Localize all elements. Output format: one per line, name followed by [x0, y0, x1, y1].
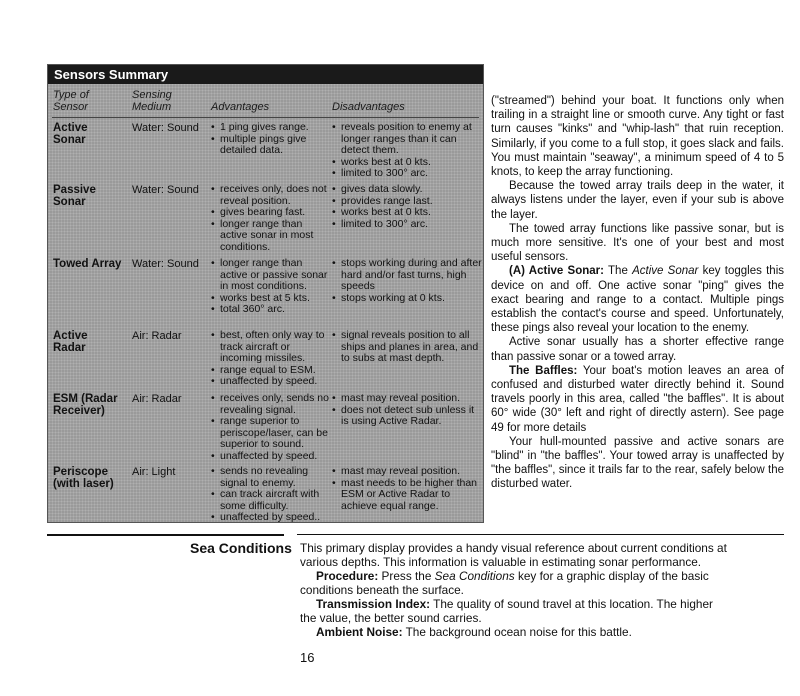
sea-intro: This primary display provides a handy visual reference about current conditions at various depths. This information is valuable in estimating sonar performance. [300, 541, 727, 569]
sensor-type: Towed Array [53, 258, 122, 270]
disadvantage-item: • mast needs to be higher than ESM or Active Radar to achieve equal range. [332, 478, 482, 513]
section-divider [297, 534, 784, 535]
baffles-heading: The Baffles: [509, 364, 578, 377]
disadvantages-list [332, 122, 482, 180]
advantage-item: • unaffected by speed.. [211, 512, 331, 524]
advantage-item: • longer range than active sonar in most conditions. [211, 219, 331, 254]
advantages-list [211, 122, 331, 157]
active-sonar-paragraph [491, 264, 784, 335]
active-sonar-text: The [603, 265, 633, 278]
advantage-item: • gives bearing fast. [211, 207, 331, 219]
active-sonar-heading: (A) Active Sonar: [509, 265, 604, 278]
advantages-list [211, 466, 331, 524]
advantage-item: • range equal to ESM. [211, 365, 331, 377]
sea-conditions-heading: Sea Conditions [190, 540, 292, 556]
sensing-medium: Air: Radar [132, 393, 182, 405]
sea-conditions-body [300, 541, 730, 639]
sensor-type: Active Sonar [53, 122, 88, 146]
transmission-text: The quality of sound travel at this location. The higher the value, the better sound carries. [300, 597, 713, 625]
header-divider [52, 117, 479, 118]
disadvantage-item: • limited to 300° arc. [332, 219, 482, 231]
active-sonar-text: key toggles this device on and off. One active sonar "ping" gives the exact bearing and range to a contact. Multiple pings establish the contact's course and speed. Unfortunately, these pings also reveal your location to the enemy. [491, 265, 785, 335]
disadvantage-item: • gives data slowly. [332, 184, 482, 196]
sensors-summary-table [47, 64, 484, 523]
advantage-item: • unaffected by speed. [211, 376, 331, 388]
procedure-text: key for a graphic display of the basic conditions beneath the surface. [300, 569, 709, 597]
advantages-list [211, 184, 331, 254]
advantages-list [211, 393, 331, 463]
active-sonar-key: Active Sonar [632, 265, 699, 278]
advantage-item: • range superior to periscope/laser, can be superior to sound. [211, 416, 331, 451]
advantage-item: • can track aircraft with some difficulty. [211, 489, 331, 512]
sensing-medium: Water: Sound [132, 184, 199, 196]
ambient-noise-text: The background ocean noise for this battle. [402, 625, 632, 639]
disadvantages-list [332, 258, 482, 304]
ambient-noise-paragraph [300, 625, 730, 639]
advantage-item: • sends no revealing signal to enemy. [211, 466, 331, 489]
header-type: Type of Sensor [53, 89, 89, 113]
advantage-item: • receives only, sends no revealing signal. [211, 393, 331, 416]
baffles-paragraph [491, 364, 784, 435]
page-number: 16 [300, 650, 315, 665]
sensing-medium: Water: Sound [132, 122, 199, 134]
sensor-type: ESM (Radar Receiver) [53, 393, 118, 417]
advantage-item: • works best at 5 kts. [211, 293, 331, 305]
disadvantages-list [332, 330, 482, 365]
sensing-medium: Air: Radar [132, 330, 182, 342]
towed-array-paragraph: ("streamed") behind your boat. It functions only when trailing in a straight line or smooth curve. Any tight or fast turn causes "kinks" and "whip-lash" that ruin reception. Similarly, if you come to a full stop, it goes slack and fails. You must maintain "seaway", a minimum speed of 4 to 5 knots, to keep the array functioning. [491, 95, 784, 179]
header-disadvantages: Disadvantages [332, 101, 405, 113]
layer-paragraph: Because the towed array trails deep in the water, it always listens under the layer, even if your sub is above the layer. [491, 180, 784, 221]
disadvantage-item: • mast may reveal position. [332, 466, 482, 478]
blind-spot-paragraph: Your hull-mounted passive and active sonars are "blind" in "the baffles". Your towed array is unaffected by "the baffles", since it trails far to the rear, safely below the disturbed water. [491, 435, 784, 491]
disadvantage-item: • reveals position to enemy at longer ranges than it can detect them. [332, 122, 482, 157]
sonar-description-column [491, 94, 784, 492]
sensing-medium: Water: Sound [132, 258, 199, 270]
disadvantages-list [332, 466, 482, 512]
sensor-type: Periscope (with laser) [53, 466, 114, 490]
disadvantage-item: • stops working at 0 kts. [332, 293, 482, 305]
disadvantage-item: • works best at 0 kts. [332, 207, 482, 219]
disadvantage-item: • stops working during and after hard and/or fast turns, high speeds [332, 258, 482, 293]
disadvantages-list [332, 393, 482, 428]
advantage-item: • receives only, does not reveal position. [211, 184, 331, 207]
advantages-list [211, 258, 331, 316]
sensitivity-paragraph: The towed array functions like passive sonar, but is much more sensitive. It's one of your best and most useful sensors. [491, 222, 784, 264]
disadvantage-item: • mast may reveal position. [332, 393, 482, 405]
section-divider [47, 534, 284, 536]
disadvantage-item: • provides range last. [332, 196, 482, 208]
transmission-label: Transmission Index: [316, 597, 431, 611]
disadvantage-item: • does not detect sub unless it is using Active Radar. [332, 405, 482, 428]
sensing-medium: Air: Light [132, 466, 176, 478]
table-title: Sensors Summary [48, 65, 483, 84]
advantage-item: • best, often only way to track aircraft or incoming missiles. [211, 330, 331, 365]
advantage-item: • longer range than active or passive sonar in most conditions. [211, 258, 331, 293]
disadvantage-item: • limited to 300° arc. [332, 168, 482, 180]
baffles-text: Your boat's motion leaves an area of confused and disturbed water directly behind it. Sound travels poorly in this area, called "the baffles". It is about 60° wide (30° left and right of directly astern). See page 49 for more details [491, 364, 784, 434]
procedure-label: Procedure: [316, 569, 379, 583]
header-medium: Sensing Medium [132, 89, 172, 113]
disadvantage-item: • works best at 0 kts. [332, 157, 482, 169]
disadvantages-list [332, 184, 482, 230]
ambient-noise-label: Ambient Noise: [316, 625, 403, 639]
advantage-item: • unaffected by speed. [211, 451, 331, 463]
advantage-item: • 1 ping gives range. [211, 122, 331, 134]
procedure-text: Press the [378, 569, 435, 583]
procedure-paragraph [300, 569, 730, 597]
advantage-item: • total 360° arc. [211, 304, 331, 316]
advantage-item: • multiple pings give detailed data. [211, 134, 331, 157]
transmission-paragraph [300, 597, 730, 625]
sensor-type: Passive Sonar [53, 184, 96, 208]
sensor-type: Active Radar [53, 330, 88, 354]
header-advantages: Advantages [211, 101, 270, 113]
sea-conditions-key: Sea Conditions [434, 569, 515, 583]
advantages-list [211, 330, 331, 388]
active-sonar-range-paragraph: Active sonar usually has a shorter effective range than passive sonar or a towed array. [491, 336, 784, 363]
disadvantage-item: • signal reveals position to all ships and planes in area, and to subs at mast depth. [332, 330, 482, 365]
